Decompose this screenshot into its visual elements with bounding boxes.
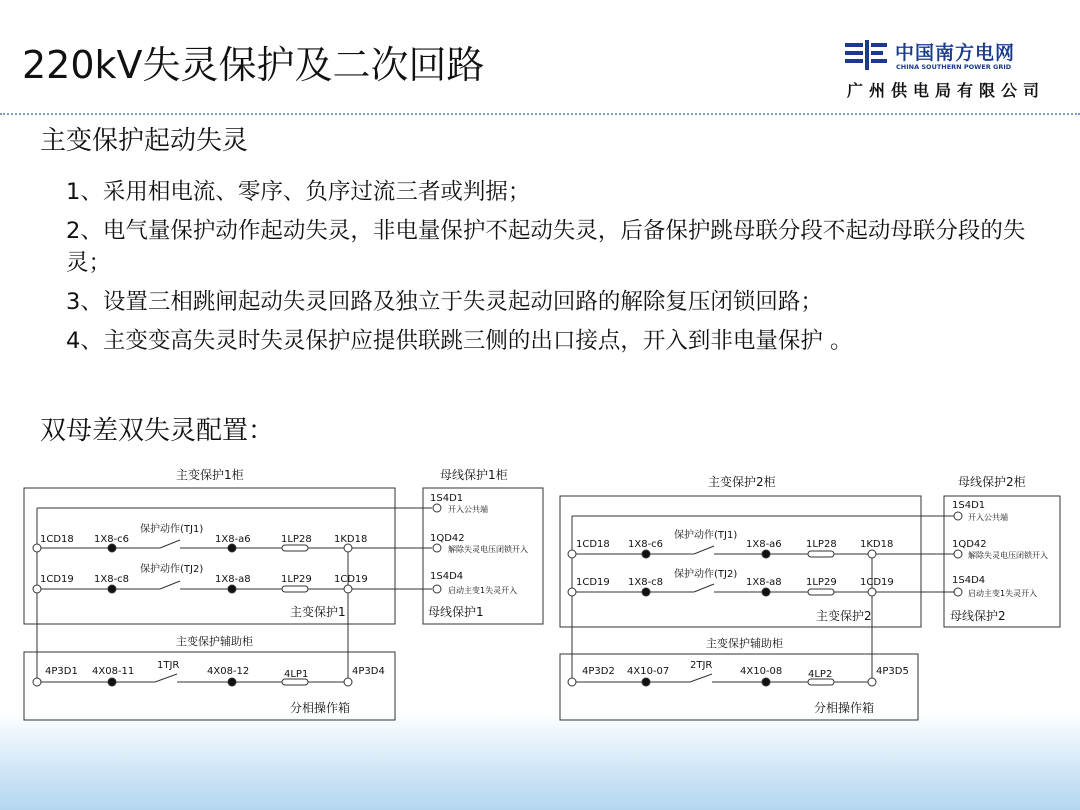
- terminal-label: 1CD18: [576, 539, 610, 550]
- protection-label: 主变保护1: [290, 605, 346, 619]
- terminal-label: 1LP28: [806, 539, 837, 550]
- logo-name-cn: 中国南方电网: [895, 42, 1016, 64]
- bus-terminal-label: 1S4D1: [430, 493, 464, 504]
- requirement-list: [66, 176, 1041, 364]
- terminal-label: 1X8-a6: [746, 539, 782, 550]
- contact-label: 保护动作(TJ1): [140, 524, 204, 535]
- terminal-label: 4P3D2: [582, 666, 615, 677]
- terminal-label: 1LP29: [806, 577, 837, 588]
- list-item: 1、采用相电流、零序、负序过流三者或判据；: [66, 179, 531, 205]
- bus-terminal-desc: 启动主变1失灵开入: [448, 586, 518, 595]
- right-circuit: [560, 496, 1060, 720]
- cabinet-title: 主变保护2柜: [708, 475, 776, 489]
- contact-label: 保护动作(TJ2): [674, 569, 738, 580]
- terminal-label: 1X8-c6: [94, 534, 130, 545]
- terminal-label: 1X8-a8: [746, 577, 782, 588]
- bus-terminal-desc: 解除失灵电压闭锁开入: [968, 551, 1048, 560]
- contact-label: 2TJR: [690, 660, 713, 671]
- bus-terminal-desc: 开入公共端: [448, 505, 488, 514]
- terminal-label: 4P3D4: [352, 666, 385, 677]
- bus-terminal-desc: 开入公共端: [968, 513, 1008, 522]
- terminal-label: 1X8-c8: [628, 577, 664, 588]
- terminal-label: 1X8-a8: [215, 574, 251, 585]
- aux-cabinet-title: 主变保护辅助柜: [706, 637, 783, 650]
- protection-label: 主变保护2: [816, 609, 872, 623]
- contact-label: 保护动作(TJ2): [140, 564, 204, 575]
- terminal-label: 4P3D1: [45, 666, 78, 677]
- bus-terminal-label: 1QD42: [952, 539, 987, 550]
- terminal-label: 1CD18: [40, 534, 74, 545]
- bus-protection-label: 母线保护2: [950, 609, 1006, 623]
- terminal-label: 4X10-07: [627, 666, 670, 677]
- section-heading-2: 双母差双失灵配置：: [40, 416, 275, 446]
- logo-subsidiary: 广州供电局有限公司: [847, 81, 1046, 100]
- terminal-label: 1CD19: [860, 577, 894, 588]
- bus-terminal-label: 1QD42: [430, 533, 465, 544]
- contact-label: 保护动作(TJ1): [674, 530, 738, 541]
- circuit-diagram: [0, 455, 1080, 730]
- aux-cabinet-title: 主变保护辅助柜: [176, 635, 253, 648]
- list-item: 3、设置三相跳闸起动失灵回路及独立于失灵起动回路的解除复压闭锁回路；: [66, 289, 823, 315]
- cabinet-title: 主变保护1柜: [176, 468, 244, 482]
- bus-protection-label: 母线保护1: [428, 605, 484, 619]
- contact-label: 1TJR: [157, 660, 180, 671]
- terminal-label: 1CD19: [576, 577, 610, 588]
- terminal-label: 1LP29: [281, 574, 312, 585]
- list-item: 2、电气量保护动作起动失灵，非电量保护不起动失灵，后备保护跳母联分段不起动母联分段的失灵；: [66, 218, 1026, 276]
- bus-terminal-label: 1S4D4: [952, 575, 986, 586]
- terminal-label: 1KD18: [334, 534, 368, 545]
- terminal-label: 4P3D5: [876, 666, 909, 677]
- terminal-label: 1CD19: [40, 574, 74, 585]
- bus-terminal-desc: 解除失灵电压闭锁开入: [448, 545, 528, 554]
- slide-title: 220kV失灵保护及二次回路: [22, 43, 485, 87]
- bus-terminal-label: 1S4D4: [430, 571, 464, 582]
- company-logo: [845, 36, 1045, 100]
- terminal-label: 1KD18: [860, 539, 894, 550]
- terminal-label: 1CD19: [334, 574, 368, 585]
- terminal-label: 4LP2: [808, 669, 833, 680]
- left-circuit: [24, 488, 543, 720]
- box-label: 分相操作箱: [290, 701, 351, 715]
- terminal-label: 4LP1: [284, 669, 309, 680]
- terminal-label: 4X08-11: [92, 666, 135, 677]
- logo-name-en: CHINA SOUTHERN POWER GRID: [896, 63, 1012, 71]
- box-label: 分相操作箱: [814, 701, 875, 715]
- bus-terminal-desc: 启动主变1失灵开入: [968, 589, 1038, 598]
- terminal-label: 4X08-12: [207, 666, 250, 677]
- terminal-label: 1X8-c6: [628, 539, 664, 550]
- bus-cabinet-title: 母线保护2柜: [958, 475, 1026, 489]
- bus-cabinet-title: 母线保护1柜: [440, 468, 508, 482]
- section-heading-1: 主变保护起动失灵: [40, 126, 249, 156]
- terminal-label: 1X8-a6: [215, 534, 251, 545]
- list-item: 4、主变变高失灵时失灵保护应提供联跳三侧的出口接点，开入到非电量保护 。: [66, 328, 853, 354]
- bus-terminal-label: 1S4D1: [952, 500, 986, 511]
- header-divider: [0, 113, 1080, 115]
- terminal-label: 1LP28: [281, 534, 312, 545]
- grid-logo-icon: [845, 40, 887, 70]
- terminal-label: 4X10-08: [740, 666, 783, 677]
- terminal-label: 1X8-c8: [94, 574, 130, 585]
